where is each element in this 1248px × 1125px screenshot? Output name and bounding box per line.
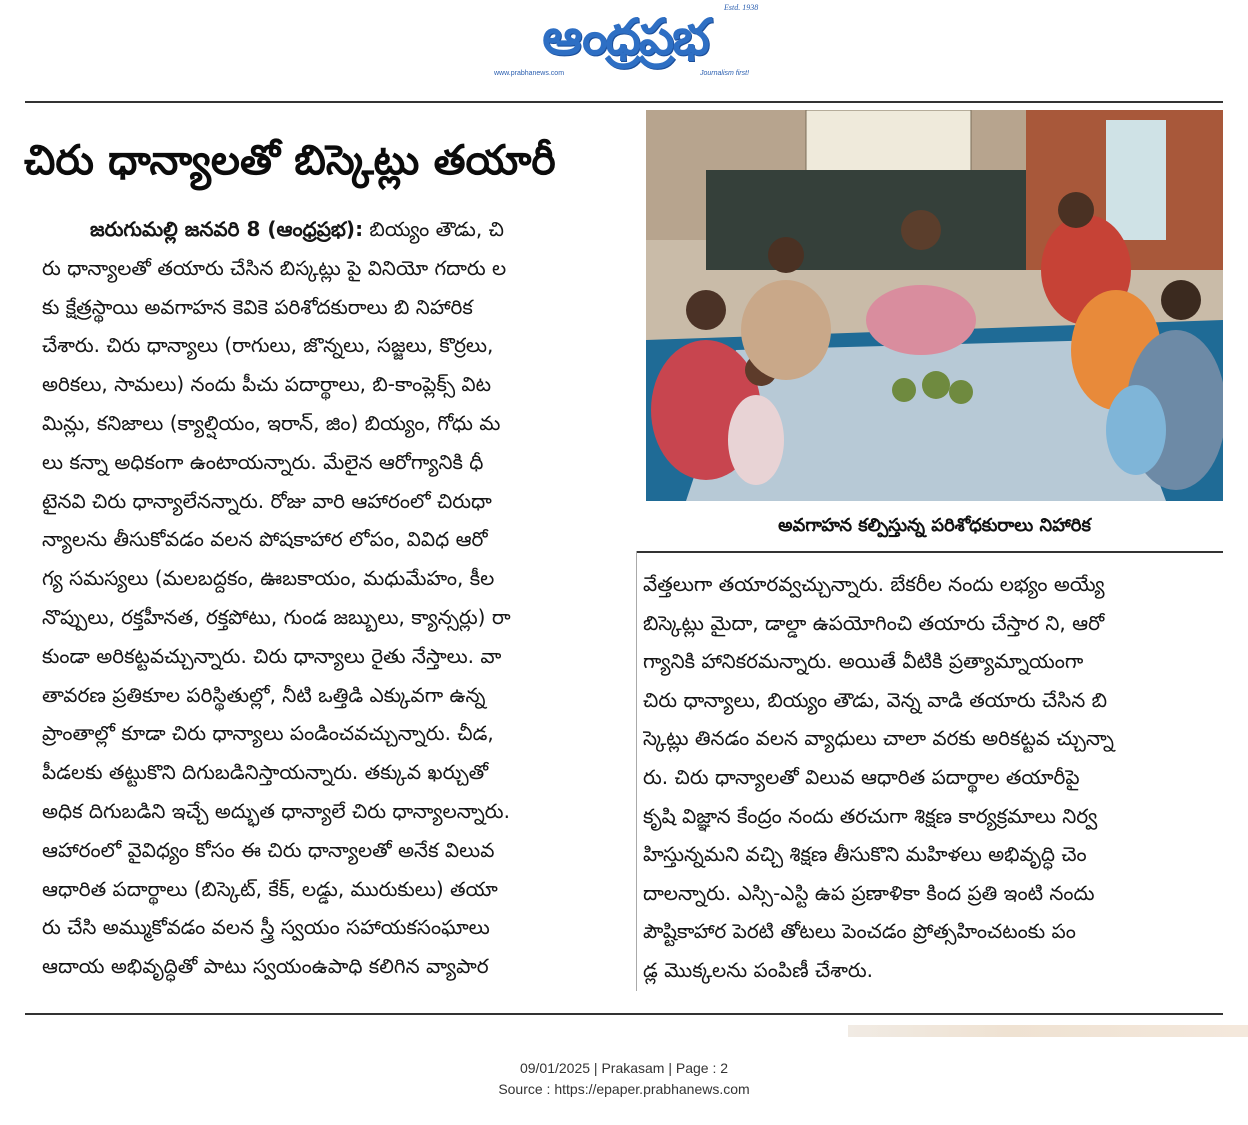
newspaper-logo: ఆంధ్రప్రభ [542, 8, 708, 66]
article-line: గ్య సమస్యలు (మలబద్దకం, ఊబకాయం, మధుమేహం, కీల [42, 566, 495, 591]
article-line: అధిక దిగుబడిని ఇచ్చే అద్భుత ధాన్యాలే చిరు ధాన్యాలన్నారు. [42, 798, 510, 823]
article-line: డ్ల మొక్కలను పంపిణీ చేశారు. [643, 957, 873, 982]
article-line: లు కన్నా అధికంగా ఉంటాయన్నారు. మేలైన ఆరోగ్యానికి ధీ [42, 449, 484, 474]
article-line: మిన్లు, కనిజాలు (క్యాల్షియం, ఇరాన్, జిం) బియ్యం, గోధు మ [42, 410, 501, 435]
article-line: దాలన్నారు. ఎస్సి-ఎస్టి ఉప ప్రణాళికా కింద ప్రతి ఇంటి నందు [643, 880, 1095, 905]
column-divider [636, 551, 637, 991]
footer-date-line: 09/01/2025 | Prakasam | Page : 2 [519, 1060, 729, 1076]
article-line: టైనవి చిరు ధాన్యాలేనన్నారు. రోజు వారి ఆహారంలో చిరుధా [42, 488, 492, 513]
masthead [0, 0, 1248, 100]
article-line: రు ధాన్యాలతో తయారు చేసిన బిస్కట్లు పై వినియో గదారు ల [42, 255, 507, 280]
article-body-right [643, 565, 1223, 990]
masthead-estd: Estd. 1938 [724, 3, 759, 12]
adjacent-article-edge [848, 1025, 1248, 1037]
photo-illustration [646, 110, 1223, 501]
article-line: ఆహారంలో వైవిధ్యం కోసం ఈ చిరు ధాన్యాలతో అనేక విలువ [42, 837, 495, 862]
article-line: చేశారు. చిరు ధాన్యాలు (రాగులు, జొన్నలు, సజ్జలు, కొర్రలు, [42, 333, 494, 358]
article-line: బియ్యం తౌడు, చి [363, 217, 504, 241]
article-line: నొప్పులు, రక్తహీనత, రక్తపోటు, గుండ జబ్బులు, క్యాన్సర్లు) రా [42, 604, 511, 629]
article-line: ఆధారిత పదార్థాలు (బిస్కెట్, కేక్, లడ్డు, మురుకులు) తయా [42, 876, 498, 901]
article-line: హిస్తున్నమని వచ్చి శిక్షణ తీసుకొని మహిళలు అభివృద్ధి చెం [643, 842, 1087, 867]
article-photo [646, 110, 1223, 501]
article-line: తావరణ ప్రతికూల పరిస్థితుల్లో, నీటి ఒత్తిడి ఎక్కువగా ఉన్న [42, 682, 486, 707]
article-line: కృషి విజ్ఞాన కేంద్రం నందు తరచుగా శిక్షణ కార్యక్రమాలు నిర్వ [643, 803, 1098, 828]
article-line: బిస్కెట్లు మైదా, డాల్డా ఉపయోగించి తయారు చేస్తార ని, ఆరో [643, 610, 1105, 635]
article-dateline: జరుగుమల్లి జనవరి 8 (ఆంధ్రప్రభ): [90, 217, 364, 241]
page-footer [0, 1058, 1248, 1100]
article-headline: చిరు ధాన్యాలతో బిస్కెట్లు తయారీ [24, 136, 556, 184]
masthead-url: www.prabhanews.com [494, 70, 565, 77]
bottom-divider [25, 1013, 1223, 1015]
photo-caption: అవగాహన కల్పిస్తున్న పరిశోధకురాలు నిహారిక [778, 515, 1091, 536]
caption-divider [636, 551, 1223, 553]
article-line: కు క్షేత్రస్థాయి అవగాహన కెవికె పరిశోదకురాలు బి నిహారిక [42, 294, 473, 319]
article-line: ఆదాయ అభివృద్ధితో పాటు స్వయంఉపాధి కలిగిన వ్యాపార [42, 954, 489, 979]
article-line: స్కెట్లు తినడం వలన వ్యాధులు చాలా వరకు అరికట్టవ చ్చున్నా [643, 726, 1114, 751]
article-line: వేత్తలుగా తయారవ్వచ్చున్నారు. బేకరీల నందు లభ్యం అయ్యే [643, 572, 1105, 596]
article-first-line [42, 210, 612, 249]
article-line: పీడలకు తట్టుకొని దిగుబడినిస్తాయన్నారు. తక్కువ ఖర్చుతో [42, 760, 489, 785]
article-line: రు. చిరు ధాన్యాలతో విలువ ఆధారిత పదార్థాల తయారీపై [643, 764, 1080, 789]
top-divider [25, 101, 1223, 103]
article-line: న్యాలను తీసుకోవడం వలన పోషకాహార లోపం, వివిధ ఆరో [42, 527, 488, 552]
footer-source-line: Source : https://epaper.prabhanews.com [498, 1081, 750, 1097]
article-line: పౌష్టికాహార పెరటి తోటలు పెంచడం ప్రోత్సహించటంకు పం [643, 919, 1076, 944]
article-line: గ్యానికి హానికరమన్నారు. అయితే వీటికి ప్రత్యామ్నాయంగా [643, 649, 1084, 674]
masthead-tagline: Journalism first! [700, 70, 750, 77]
article-line: అరికలు, సామలు) నందు పీచు పదార్థాలు, బి-కాంప్లెక్స్ విట [42, 372, 492, 397]
article-body-left [42, 210, 612, 986]
article-line: రు చేసి అమ్ముకోవడం వలన స్త్రీ స్వయం సహాయకసంఘాలు [42, 915, 490, 940]
article-line: ప్రాంతాల్లో కూడా చిరు ధాన్యాలు పండించవచ్చున్నారు. చీడ, [42, 721, 494, 746]
article-line: చిరు ధాన్యాలు, బియ్యం తౌడు, వెన్న వాడి తయారు చేసిన బి [643, 687, 1108, 712]
article-line: కుండా అరికట్టవచ్చున్నారు. చిరు ధాన్యాలు రైతు నేస్తాలు. వా [42, 643, 502, 668]
